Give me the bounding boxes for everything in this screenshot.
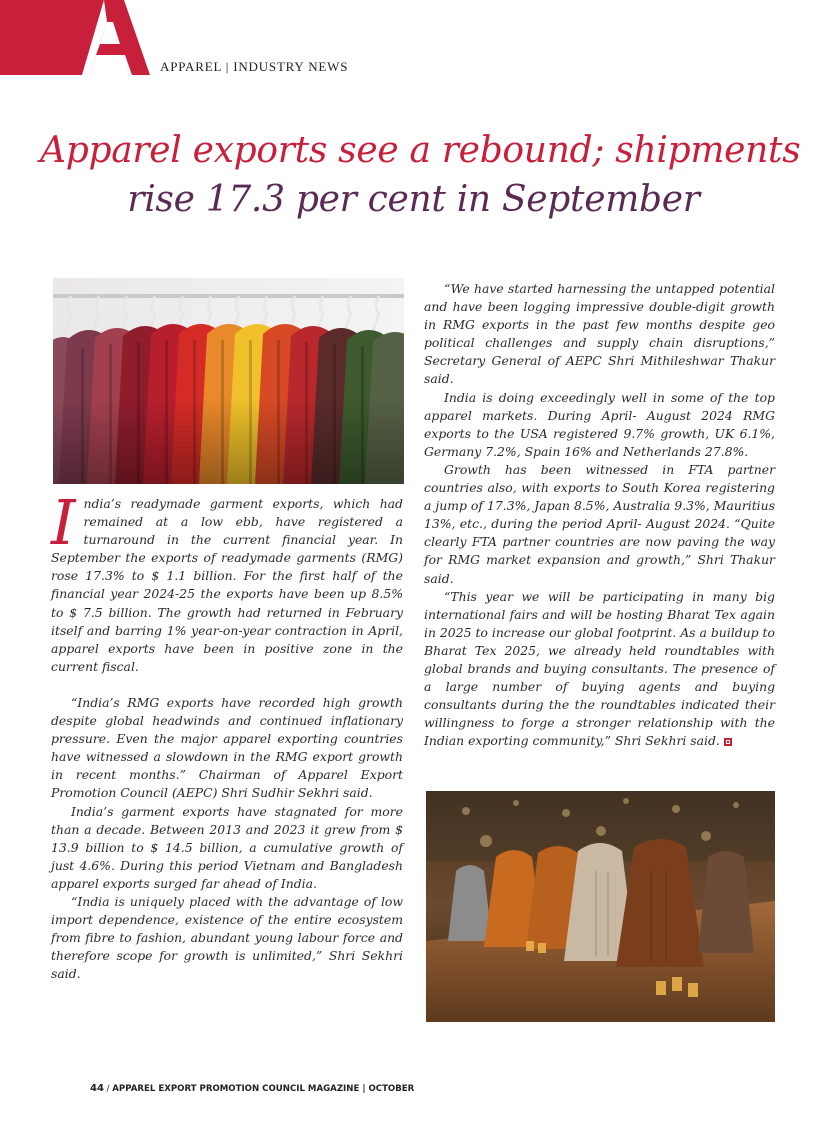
body-paragraph: “India is uniquely placed with the advantage of low import dependence, existence of the entire ecosystem from fibre to fashion, abundant young labour force and therefore scope for growth is unlimited,” Shri Sekhri said. bbox=[51, 893, 403, 982]
page-footer bbox=[90, 1083, 414, 1094]
body-paragraph: “We have started harnessing the untapped potential and have been logging impressive double-digit growth in RMG exports in the past few months despite geo political challenges and supply chain disruptions,” Secretary General of AEPC Shri Mithileshwar Thakur said. bbox=[424, 281, 775, 387]
body-paragraph: India’s garment exports have stagnated for more than a decade. Between 2013 and 2023 it grew from $ 13.9 billion to $ 14.5 billion, a cumulative growth of just 4.6%. During this period Vietnam and Bangladesh apparel exports surged far ahead of India. bbox=[51, 803, 403, 891]
page-number: 44 bbox=[90, 1083, 104, 1094]
body-paragraph: India is doing exceedingly well in some of the top apparel markets. During April- August 2024 RMG exports to the USA registered 9.7% growth, UK 6.1%, Germany 7.2%, Spain 16% and Netherlands 27.8%. bbox=[424, 389, 775, 459]
section-label: APPAREL | INDUSTRY NEWS bbox=[160, 59, 349, 74]
headline-line-2: rise 17.3 per cent in September bbox=[127, 179, 700, 220]
issue-month: | OCTOBER bbox=[359, 1084, 415, 1094]
body-paragraph: “India’s RMG exports have recorded high growth despite global headwinds and continued inflationary pressure. Even the major apparel exporting countries have witnessed a slowdown in the RMG export growth in recent months.” Chairman of Apparel Export Promotion Council (AEPC) Shri Sudhir Sekhri said. bbox=[51, 694, 403, 801]
left-column bbox=[51, 486, 403, 983]
garments-rack-photo bbox=[53, 278, 404, 484]
magazine-logo bbox=[0, 0, 150, 75]
body-paragraph: India’s readymade garment exports, which had remained at a low ebb, have registered a turnaround in the current financial year. In September the exports of readymade garments (RMG) rose 17.3% to $ 1.1 billion. For the first half of the financial year 2024-25 the exports have been up 8.5% to $ 7.5 billion. The growth had returned in February itself and barring 1% year-on-year contraction in April, apparel exports have been in positive zone in the current fiscal. bbox=[51, 486, 403, 674]
footer-separator: / bbox=[103, 1084, 113, 1094]
right-column bbox=[424, 280, 775, 750]
magazine-name: APPAREL EXPORT PROMOTION COUNCIL MAGAZINE bbox=[112, 1084, 360, 1094]
square-end-mark-icon bbox=[724, 738, 732, 746]
body-paragraph: Growth has been witnessed in FTA partner countries also, with exports to South Korea registering a jump of 17.3%, Japan 8.5%, Australia 9.3%, Mauritius 13%, etc., during the period April- August 2024. “Quite clearly FTA partner countries are now paving the way for RMG market expansion and growth,” Shri Thakur said. bbox=[424, 461, 775, 586]
sweaters-display-photo bbox=[426, 791, 775, 1022]
drop-cap: I bbox=[51, 486, 76, 559]
article-headline bbox=[40, 126, 801, 224]
body-paragraph: “This year we will be participating in many big international fairs and will be hosting Bharat Tex again in 2025 to increase our global footprint. As a buildup to Bharat Tex 2025, we already held roundtables with global brands and buying consultants. The presence of a large number of buying agents and buying consultants during the the roundtables indicated their willingness to forge a stronger relationship with the Indian exporting community,” Shri Sekhri said. bbox=[424, 588, 775, 749]
headline-line-1: Apparel exports see a rebound; shipments bbox=[40, 130, 801, 171]
